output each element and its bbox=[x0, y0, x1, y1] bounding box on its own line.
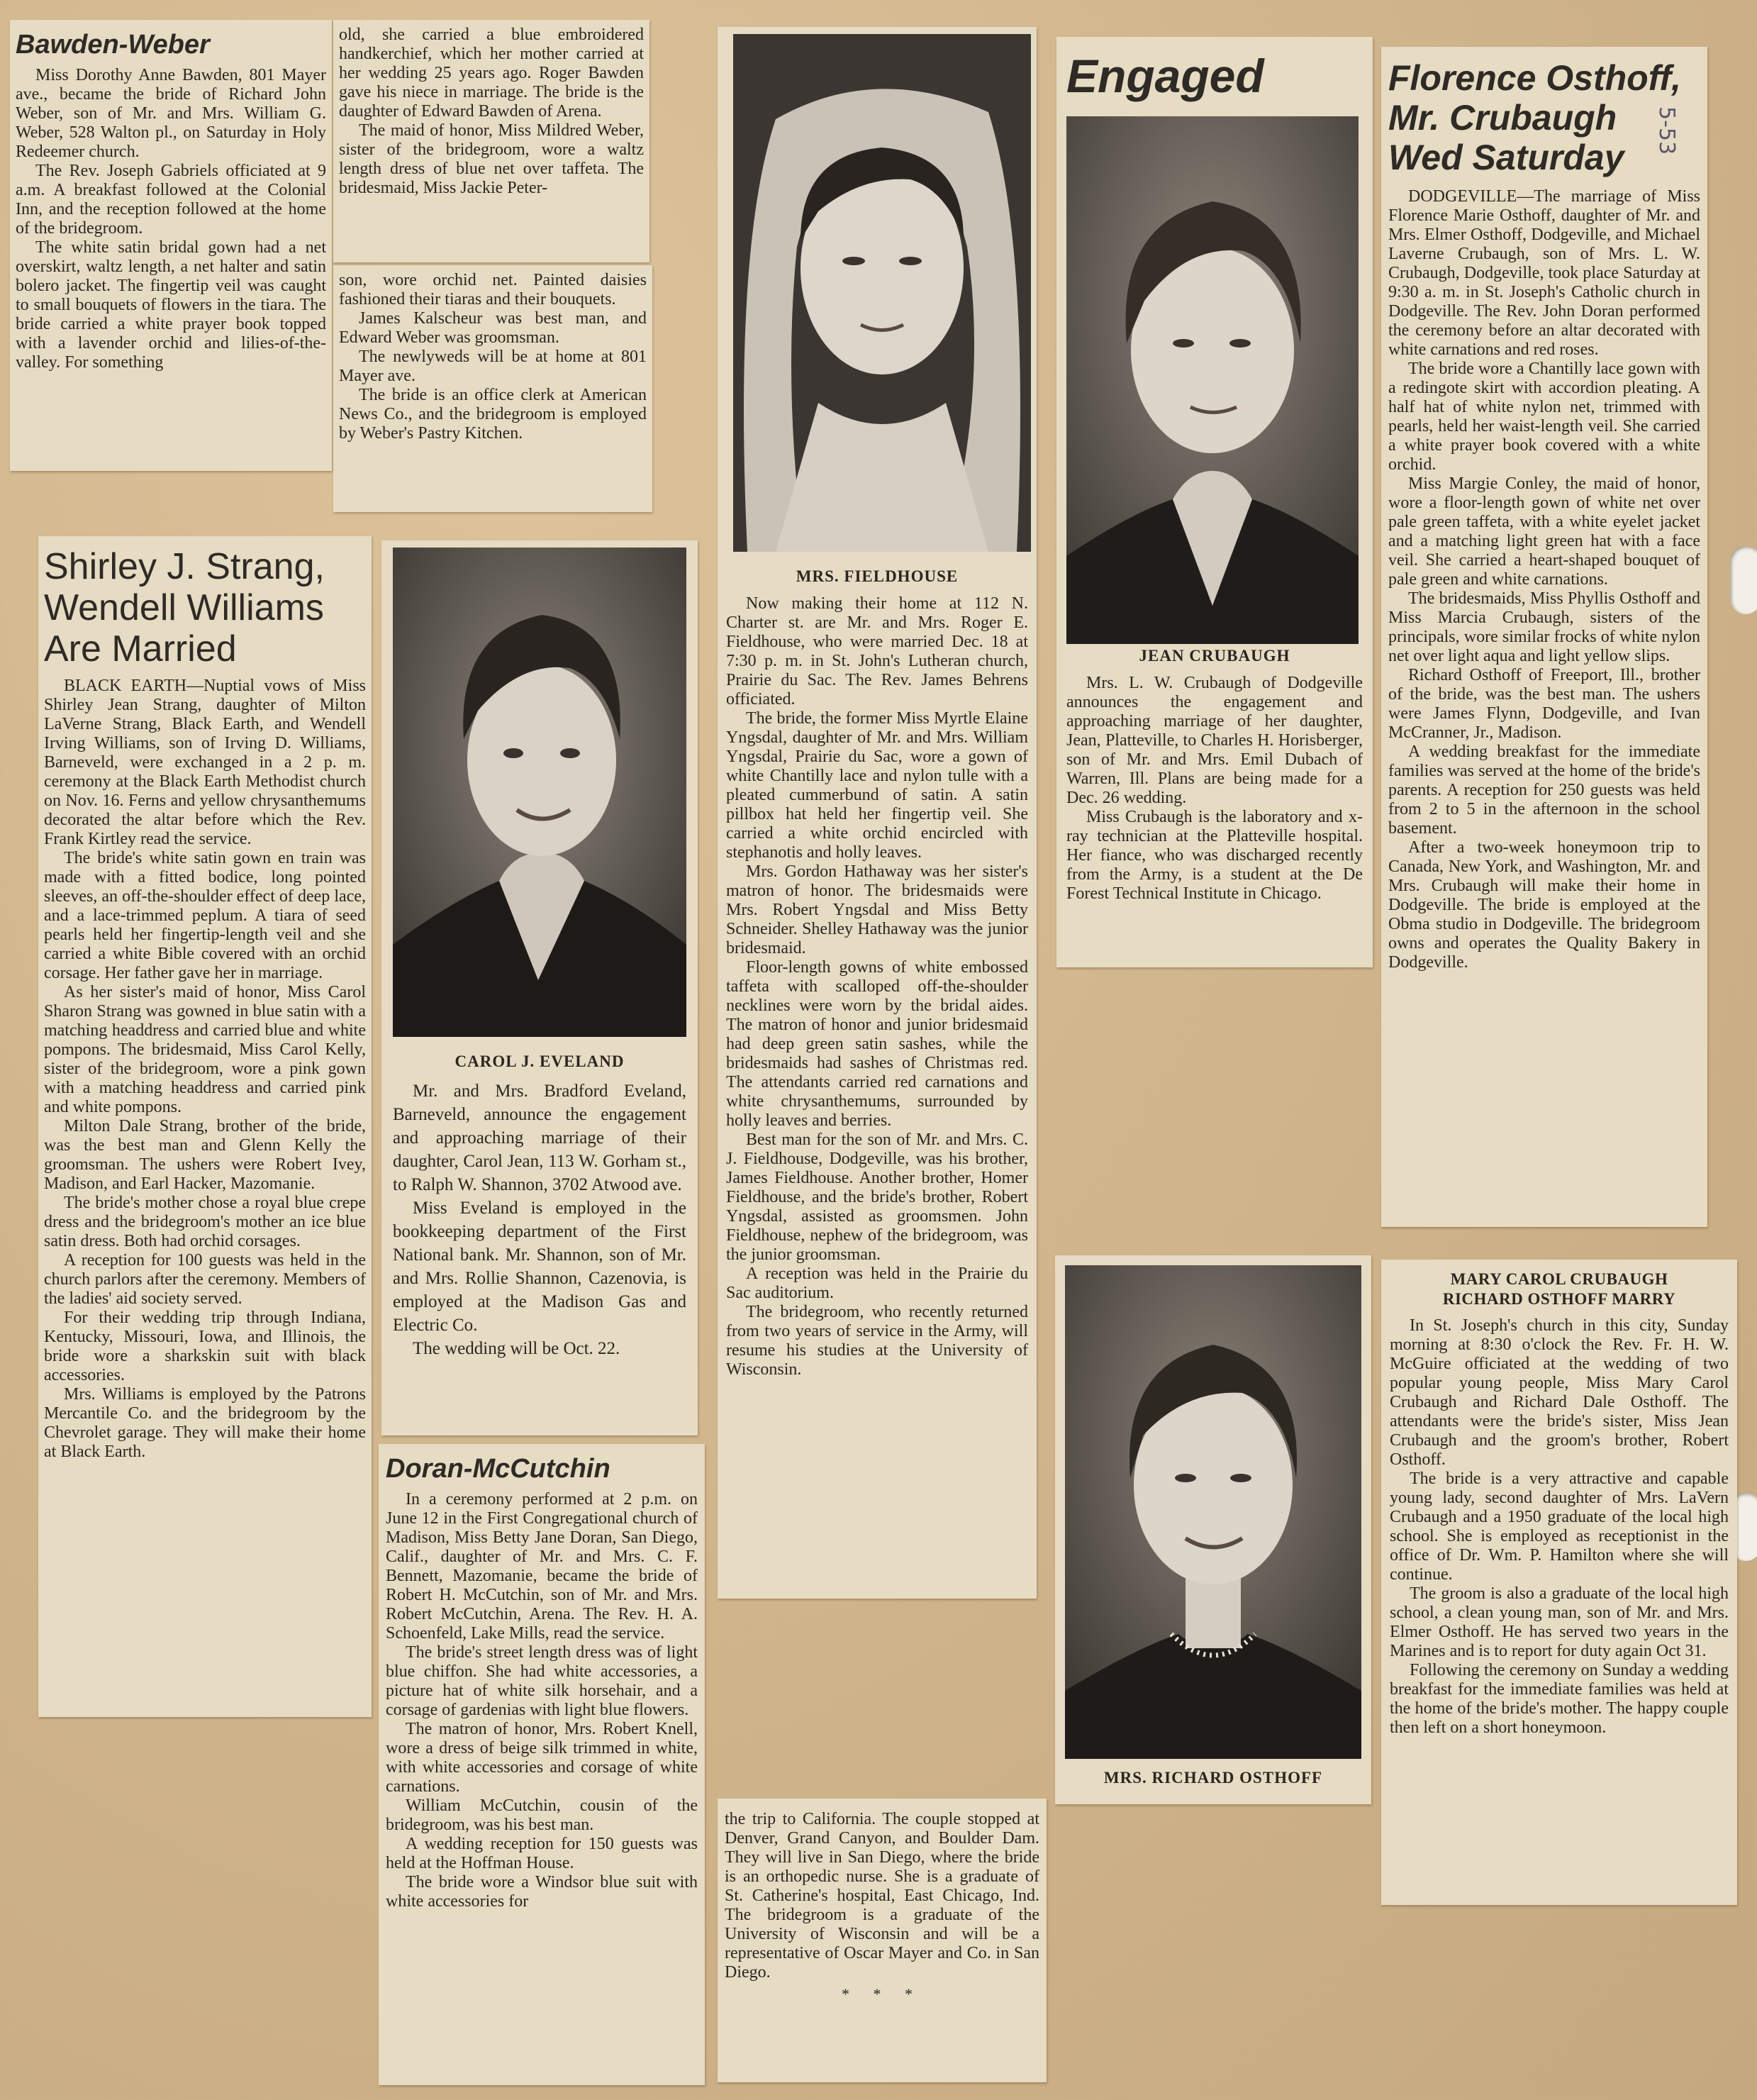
headline-line: RICHARD OSTHOFF MARRY bbox=[1442, 1290, 1676, 1308]
article-paragraph: William McCutchin, cousin of the bridegroom, was his best man. bbox=[386, 1796, 698, 1834]
article-paragraph: son, wore orchid net. Painted daisies fashioned their tiaras and their bouquets. bbox=[339, 271, 647, 309]
photo-caption: JEAN CRUBAUGH bbox=[1139, 647, 1290, 665]
article-paragraph: Following the ceremony on Sunday a wedding breakfast for the immediate families was held at the home of the bride's mother. The happy couple then left on a short honeymoon. bbox=[1390, 1661, 1729, 1737]
engaged-headline: Engaged bbox=[1066, 50, 1264, 102]
bawden-weber-clipping-col3 bbox=[333, 265, 652, 512]
article-paragraph: A reception for 100 guests was held in the church parlors after the ceremony. Members of the ladies' aid society served. bbox=[44, 1251, 366, 1308]
article-paragraph: The bride wore a Windsor blue suit with white accessories for bbox=[386, 1873, 698, 1911]
binder-hole-top bbox=[1730, 546, 1757, 614]
headline-line: Are Married bbox=[44, 628, 237, 670]
doran-mccutchin-clipping bbox=[379, 1444, 705, 2085]
mary-carol-crubaugh-headline bbox=[1390, 1270, 1729, 1309]
article-paragraph: Milton Dale Strang, brother of the bride, was the best man and Glenn Kelly the groomsman. The ushers were Robert Ivey, Madison, and Earl Hacker, Mazomanie. bbox=[44, 1117, 366, 1193]
article-paragraph: In a ceremony performed at 2 p.m. on June 12 in the First Congregational church of Madison, Miss Betty Jane Doran, San Diego, Calif., daughter of Mr. and Mrs. C. F. Bennett, Mazomanie, became the bride of Robert H. McCutchin, son of Mr. and Mrs. Robert McCutchin, Arena. The Rev. H. A. Schoenfeld, Lake Mills, read the service. bbox=[386, 1490, 698, 1643]
eveland-clipping bbox=[381, 540, 698, 1435]
osthoff-crubaugh-clipping bbox=[1381, 47, 1707, 1227]
article-paragraph: As her sister's maid of honor, Miss Carol Sharon Strang was gowned in blue satin with a matching headdress and carried blue and white pompons. The bridesmaid, Miss Carol Kelly, sister of the bridegroom, wore a pink gown with a matching headdress and carried pink and white pompons. bbox=[44, 983, 366, 1116]
mary-carol-crubaugh-clipping bbox=[1381, 1260, 1737, 1905]
portrait-illustration bbox=[1066, 116, 1359, 644]
headline-line: Wed Saturday bbox=[1388, 138, 1624, 177]
article-paragraph: The bride's street length dress was of light blue chiffon. She had white accessories, a picture hat of white silk horsehair, and a corsage of gardenias with light blue flowers. bbox=[386, 1643, 698, 1719]
carol-eveland-photo bbox=[393, 548, 686, 1037]
article-paragraph: For their wedding trip through Indiana, Kentucky, Missouri, Iowa, and Illinois, the bride wore a sharkskin suit with black accessories. bbox=[44, 1309, 366, 1384]
photo-caption: MRS. FIELDHOUSE bbox=[796, 567, 959, 585]
article-paragraph: the trip to California. The couple stopped at Denver, Grand Canyon, and Boulder Dam. They will live in San Diego, where the bride is an orthopedic nurse. She is a graduate of St. Catherine's hospital, East Chicago, Ind. The bridegroom is a graduate of the University of Wisconsin and will be a representative of Oscar Mayer and Co. in San Diego. bbox=[725, 1810, 1039, 1982]
article-paragraph: The matron of honor, Mrs. Robert Knell, wore a dress of beige silk trimmed in white, with white accessories and corsage of white carnations. bbox=[386, 1720, 698, 1796]
portrait-illustration bbox=[393, 548, 686, 1037]
article-paragraph: Mrs. L. W. Crubaugh of Dodgeville announces the engagement and approaching marriage of her daughter, Jean, Platteville, to Charles H. Horisberger, son of Mr. and Mrs. Emil Dubach of Warren, Ill. Plans are being made for a Dec. 26 wedding. bbox=[1066, 674, 1363, 807]
article-paragraph: The bridesmaids, Miss Phyllis Osthoff and Miss Marcia Crubaugh, sisters of the principals, wore similar frocks of white nylon net over light aqua and light yellow slips. bbox=[1388, 589, 1700, 665]
article-paragraph: Now making their home at 112 N. Charter st. are Mr. and Mrs. Roger E. Fieldhouse, who were married Dec. 18 at 7:30 p. m. in St. John's Lutheran church, Prairie du Sac. The Rev. James Behrens officiated. bbox=[726, 594, 1028, 709]
photo-caption: MRS. RICHARD OSTHOFF bbox=[1103, 1769, 1323, 1787]
article-paragraph: BLACK EARTH—Nuptial vows of Miss Shirley Jean Strang, daughter of Milton LaVerne Strang, Black Earth, and Wendell Irving Williams, son of Irving D. Williams, Barneveld, were exchanged in a 2 p. m. ceremony at the Black Earth Methodist church on Nov. 16. Ferns and yellow chrysanthemums decorated the altar before which the Rev. Frank Kirtley read the service. bbox=[44, 677, 366, 848]
headline-line: Florence Osthoff, bbox=[1388, 58, 1682, 98]
article-paragraph: The newlyweds will be at home at 801 Mayer ave. bbox=[339, 348, 647, 385]
portrait-illustration bbox=[733, 34, 1031, 552]
bawden-weber-clipping-col2 bbox=[333, 20, 649, 262]
article-paragraph: Miss Eveland is employed in the bookkeeping department of the First National bank. Mr. Shannon, son of Mr. and Mrs. Rollie Shannon, Cazenovia, is employed at the Madison Gas and Electric Co. bbox=[393, 1199, 686, 1335]
article-paragraph: The bride's mother chose a royal blue crepe dress and the bridegroom's mother an ice blue satin dress. Both had orchid corsages. bbox=[44, 1194, 366, 1250]
article-paragraph: The groom is also a graduate of the local high school, a clean young man, son of Mr. and Mrs. Elmer Osthoff. He has served two years in the Marines and is to report for duty again Oct 31. bbox=[1390, 1584, 1729, 1660]
mrs-richard-osthoff-clipping bbox=[1055, 1255, 1371, 1804]
article-paragraph: The bride is a very attractive and capable young lady, second daughter of Mrs. LaVern Crubaugh and a 1950 graduate of the local high school. She is employed as receptionist in the office of Dr. Wm. P. Hamilton where she will continue. bbox=[1390, 1470, 1729, 1584]
article-paragraph: In St. Joseph's church in this city, Sunday morning at 8:30 o'clock the Rev. Fr. H. W. McGuire officiated at the wedding of two popular young people, Miss Mary Carol Crubaugh and Richard Dale Osthoff. The attendants were the bride's sister, Miss Jean Crubaugh and the groom's brother, Robert Osthoff. bbox=[1390, 1316, 1729, 1469]
bawden-weber-body-col1 bbox=[16, 66, 326, 372]
doran-mccutchin-continuation bbox=[718, 1799, 1047, 2082]
mrs-fieldhouse-photo bbox=[733, 34, 1031, 552]
osthoff-crubaugh-headline bbox=[1388, 58, 1700, 177]
article-paragraph: Mrs. Williams is employed by the Patrons Mercantile Co. and the bridegroom by the Chevrolet garage. They will make their home at Black Earth. bbox=[44, 1385, 366, 1461]
jean-crubaugh-photo bbox=[1066, 116, 1359, 644]
article-paragraph: The wedding will be Oct. 22. bbox=[413, 1339, 620, 1358]
fieldhouse-clipping bbox=[718, 27, 1037, 1599]
article-paragraph: James Kalscheur was best man, and Edward Weber was groomsman. bbox=[339, 309, 647, 347]
article-paragraph: The Rev. Joseph Gabriels officiated at 9 a.m. A breakfast followed at the Colonial Inn, and the reception followed at the home of the bridegroom. bbox=[16, 162, 326, 238]
article-paragraph: Miss Crubaugh is the laboratory and x-ray technician at the Platteville hospital. Her fiance, who was discharged recently from the Army, is a student at the De Forest Technical Institute in Chicago. bbox=[1066, 808, 1363, 903]
article-paragraph: Floor-length gowns of white embossed taffeta with scalloped off-the-shoulder necklines were worn by the bridal aides. The matron of honor and junior bridesmaid had deep green satin sashes, while the bridesmaids had sashes of Christmas red. The attendants carried red carnations and white chrysanthemums, surrounded by holly leaves and berries. bbox=[726, 958, 1028, 1130]
article-paragraph: A wedding reception for 150 guests was held at the Hoffman House. bbox=[386, 1835, 698, 1872]
pencil-date-note: 5-53 bbox=[1654, 106, 1679, 155]
article-paragraph: The bride's white satin gown en train was made with a fitted bodice, long pointed sleeves, an off-the-shoulder effect of deep lace, and a lace-trimmed peplum. A tiara of seed pearls held her fingertip-length veil and she carried a white Bible covered with an orchid corsage. Her father gave her in marriage. bbox=[44, 849, 366, 982]
article-paragraph: The bride is an office clerk at American News Co., and the bridegroom is employed by Weber's Pastry Kitchen. bbox=[339, 386, 647, 443]
article-paragraph: The maid of honor, Miss Mildred Weber, sister of the bridegroom, wore a waltz length dress of blue net over taffeta. The bridesmaid, Miss Jackie Peter- bbox=[339, 121, 644, 197]
end-ornament: * * * bbox=[842, 1985, 922, 2003]
article-paragraph: Miss Dorothy Anne Bawden, 801 Mayer ave., became the bride of Richard John Weber, son of Mr. and Mrs. William G. Weber, 528 Walton pl., on Saturday in Holy Redeemer church. bbox=[16, 66, 326, 161]
headline-line: MARY CAROL CRUBAUGH bbox=[1450, 1270, 1668, 1288]
mrs-richard-osthoff-photo bbox=[1065, 1265, 1361, 1759]
doran-mccutchin-headline: Doran-McCutchin bbox=[386, 1454, 610, 1484]
article-paragraph: The bridegroom, who recently returned from two years of service in the Army, will resume his studies at the University of Wisconsin. bbox=[726, 1303, 1028, 1379]
strang-williams-clipping bbox=[38, 536, 372, 1717]
article-paragraph: Miss Margie Conley, the maid of honor, wore a floor-length gown of white net over pale green taffeta, with a white eyelet jacket and a matching light green hat with a face veil. She carried a heart-shaped bouquet of pale green and white carnations. bbox=[1388, 474, 1700, 589]
portrait-illustration bbox=[1065, 1265, 1361, 1759]
bawden-weber-headline: Bawden-Weber bbox=[16, 30, 210, 60]
article-paragraph: The bride, the former Miss Myrtle Elaine Yngsdal, daughter of Mr. and Mrs. William Yngsdal, Prairie du Sac, wore a gown of white Chantilly lace and nylon tulle with a pleated cummerbund of satin. A satin pillbox hat held her fingertip veil. She carried a white orchid encircled with stephanotis and holly leaves. bbox=[726, 709, 1028, 862]
bawden-weber-clipping bbox=[10, 20, 332, 471]
article-paragraph: old, she carried a blue embroidered handkerchief, which her mother carried at her wedding 25 years ago. Roger Bawden gave his niece in marriage. The bride is the daughter of Edward Bawden of Arena. bbox=[339, 26, 644, 121]
headline-line: Mr. Crubaugh bbox=[1388, 98, 1617, 138]
photo-caption: CAROL J. EVELAND bbox=[454, 1052, 625, 1070]
article-paragraph: The white satin bridal gown had a net overskirt, waltz length, a net halter and satin bolero jacket. The fingertip veil was caught to small bouquets of flowers in the tiara. The bride carried a white prayer book topped with a lavender orchid and lilies-of-the-valley. For something bbox=[16, 238, 326, 372]
article-paragraph: Mr. and Mrs. Bradford Eveland, Barneveld, announce the engagement and approaching marriage of their daughter, Carol Jean, 113 W. Gorham st., to Ralph W. Shannon, 3702 Atwood ave. bbox=[393, 1082, 686, 1194]
headline-line: Wendell Williams bbox=[44, 587, 324, 628]
article-paragraph: DODGEVILLE—The marriage of Miss Florence Marie Osthoff, daughter of Mr. and Mrs. Elmer Osthoff, Dodgeville, and Michael Laverne Crubaugh, son of Mrs. L. W. Crubaugh, Dodgeville, took place Saturday at 9:30 a. m. in St. Joseph's Catholic church in Dodgeville. The Rev. John Doran performed the ceremony before an altar decorated with white carnations and red roses. bbox=[1388, 187, 1700, 359]
headline-line: Shirley J. Strang, bbox=[44, 546, 325, 587]
engaged-clipping bbox=[1056, 37, 1373, 967]
article-paragraph: The bride wore a Chantilly lace gown with a redingote skirt with accordion pleating. A half hat of white nylon net, trimmed with pearls, held her waist-length veil. She carried a white prayer book covered with a white orchid. bbox=[1388, 360, 1700, 474]
article-paragraph: A wedding breakfast for the immediate families was served at the home of the bride's parents. A reception for 250 guests was held from 2 to 5 in the afternoon in the school basement. bbox=[1388, 743, 1700, 838]
article-paragraph: Richard Osthoff of Freeport, Ill., brother of the bride, was the best man. The ushers were James Flynn, Dodgeville, and Ivan McCranner, Jr., Madison. bbox=[1388, 666, 1700, 742]
article-paragraph: After a two-week honeymoon trip to Canada, New York, and Washington, Mr. and Mrs. Crubaugh will make their home in Dodgeville. The bride is employed at the Obma studio in Dodgeville. The bridegroom owns and operates the Quality Bakery in Dodgeville. bbox=[1388, 838, 1700, 972]
article-paragraph: Mrs. Gordon Hathaway was her sister's matron of honor. The bridesmaids were Mrs. Robert Yngsdal and Miss Betty Schneider. Shelley Hathaway was the junior bridesmaid. bbox=[726, 862, 1028, 957]
strang-williams-headline bbox=[44, 546, 366, 670]
article-paragraph: Best man for the son of Mr. and Mrs. C. J. Fieldhouse, Dodgeville, was his brother, James Fieldhouse. Another brother, Homer Fieldhouse, and the bride's brother, Robert Yngsdal, assisted as groomsmen. John Fieldhouse, nephew of the bridegroom, was the junior groomsman. bbox=[726, 1130, 1028, 1264]
article-paragraph: A reception was held in the Prairie du Sac auditorium. bbox=[726, 1265, 1028, 1302]
